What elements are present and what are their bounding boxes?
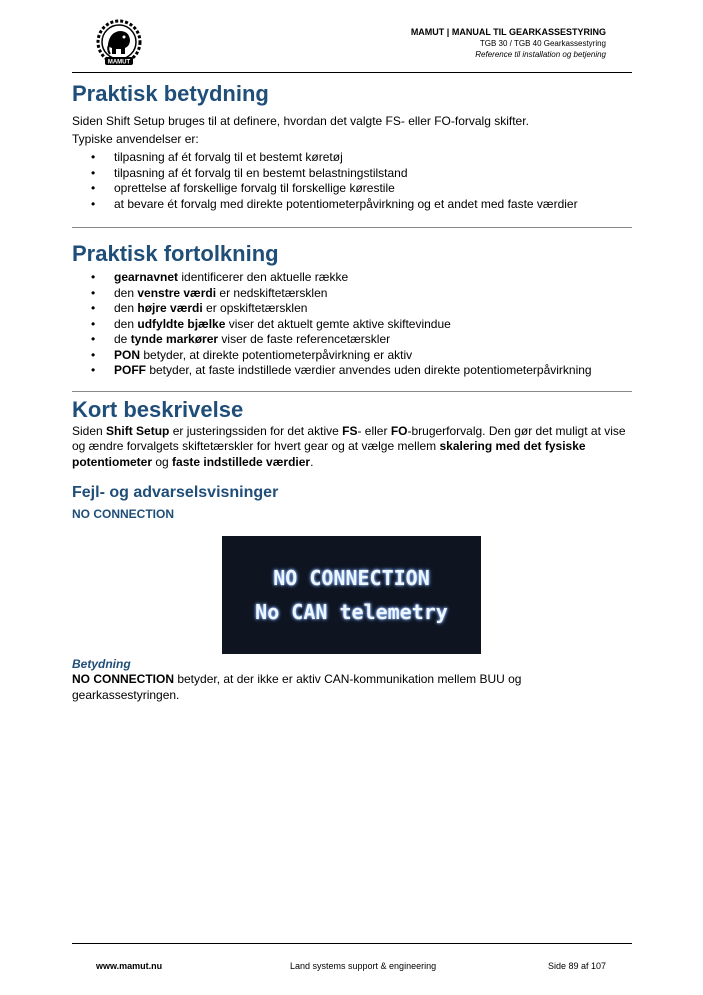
- list-item: • gearnavnet identificerer den aktuelle række: [72, 270, 632, 286]
- meaning-label: Betydning: [72, 657, 131, 671]
- page-header: [72, 14, 632, 73]
- list-item: • POFF betyder, at faste indstillede værdier anvendes uden direkte potentiometerpåvirkning: [72, 363, 632, 379]
- page-content: [72, 80, 632, 522]
- list-item: • den udfyldte bjælke viser det aktuelt gemte aktive skiftevindue: [72, 317, 632, 333]
- interpretation-list: [72, 270, 632, 379]
- list-item: • den venstre værdi er nedskiftetærsklen: [72, 286, 632, 302]
- subheading-no-connection: NO CONNECTION: [72, 507, 174, 521]
- display-screenshot: [222, 536, 481, 654]
- screen-line-1: NO CONNECTION: [273, 566, 430, 590]
- mamut-logo: [94, 18, 144, 68]
- list-item: • tilpasning af ét forvalg til en bestemt belastningstilstand: [72, 166, 632, 182]
- list-item: • den højre værdi er opskiftetærsklen: [72, 301, 632, 317]
- footer-page-number: Side 89 af 107: [547, 961, 606, 971]
- paragraph-shift-setup: Siden Shift Setup bruges til at definere, hvordan det valgte FS- eller FO-forvalg skifter.: [72, 114, 529, 128]
- page-footer: [72, 943, 632, 984]
- divider: [72, 227, 632, 228]
- list-item: • de tynde markører viser de faste referencetærskler: [72, 332, 632, 348]
- meaning-block: [72, 657, 632, 703]
- paragraph-description: Siden Shift Setup er justeringssiden for det aktive FS- eller FO-brugerforvalg. Den gør det muligt at vise og ændre forvalgets skiftetærskler for hvert gear og at vælge mellem skalering med det fysiske potentiometer og faste indstillede værdier.: [72, 423, 626, 469]
- list-item: • PON betyder, at direkte potentiometerpåvirkning er aktiv: [72, 348, 632, 364]
- list-item: • tilpasning af ét forvalg til et bestemt køretøj: [72, 150, 632, 166]
- paragraph-typical-uses: Typiske anvendelser er:: [72, 131, 199, 146]
- header-text: [411, 26, 606, 60]
- meaning-text: NO CONNECTION betyder, at der ikke er aktiv CAN-kommunikation mellem BUU og gearkassestyringen.: [72, 672, 522, 702]
- uses-list: [72, 150, 632, 212]
- heading-praktisk-fortolkning: Praktisk fortolkning: [72, 241, 279, 266]
- footer-tagline: Land systems support & engineering: [290, 961, 437, 971]
- heading-fejl-advarsel: Fejl- og advarselsvisninger: [72, 484, 279, 501]
- list-item: • oprettelse af forskellige forvalg til forskellige kørestile: [72, 181, 632, 197]
- heading-praktisk-betydning: Praktisk betydning: [72, 81, 269, 106]
- list-item: • at bevare ét forvalg med direkte potentiometerpåvirkning og et andet med faste værdier: [72, 197, 632, 213]
- divider: [72, 391, 632, 392]
- svg-text:MAMUT: MAMUT: [107, 59, 131, 66]
- header-title: MAMUT | MANUAL TIL GEARKASSESTYRING: [410, 27, 606, 37]
- footer-website: www.mamut.nu: [96, 961, 163, 971]
- heading-kort-beskrivelse: Kort beskrivelse: [72, 396, 244, 422]
- screen-line-2: No CAN telemetry: [255, 600, 448, 624]
- header-subtitle: TGB 30 / TGB 40 Gearkassestyring: [479, 39, 606, 48]
- header-subtitle-2: Reference til installation og betjening: [475, 50, 606, 59]
